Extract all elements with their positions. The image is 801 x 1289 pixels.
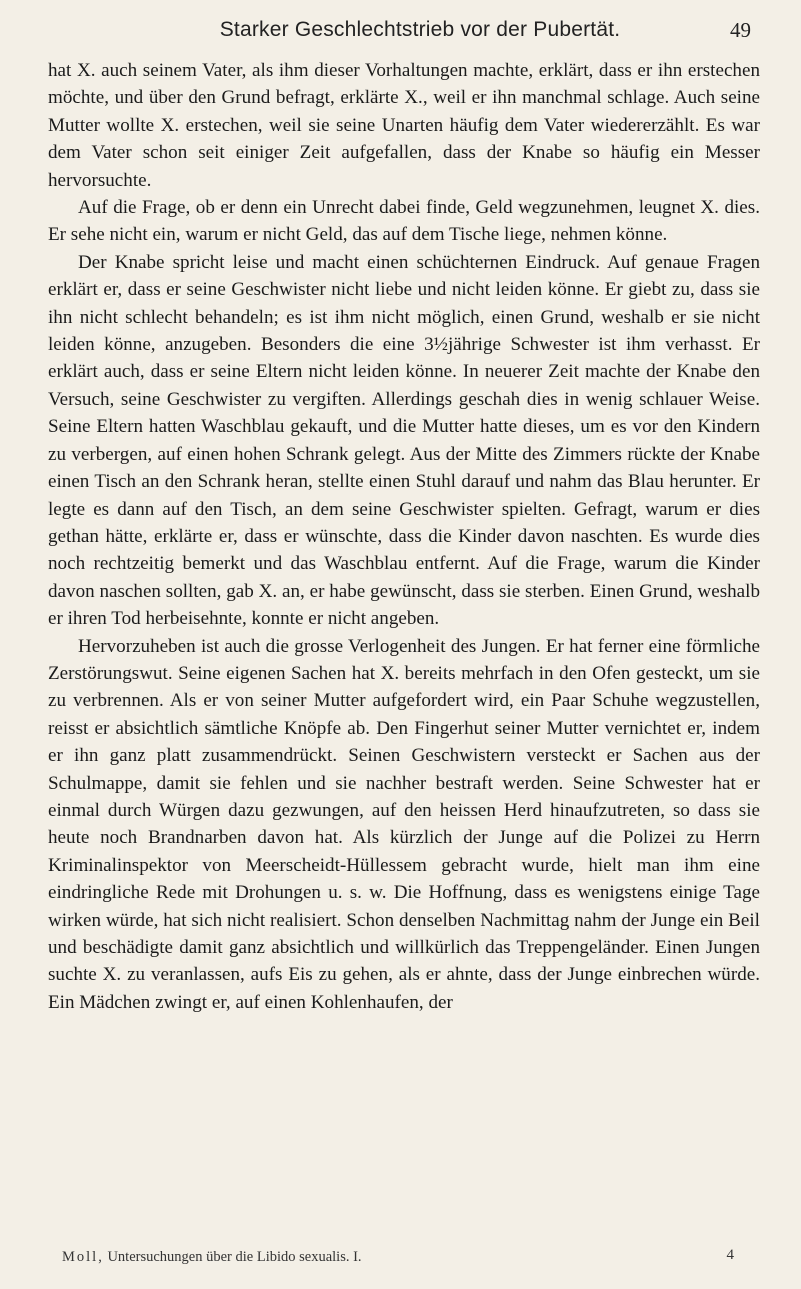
running-title: Starker Geschlechtstrieb vor der Pubertät. bbox=[219, 18, 621, 41]
page-number: 49 bbox=[730, 18, 751, 42]
paragraph: Der Knabe spricht leise und macht einen schüchternen Eindruck. Auf genaue Fragen erklärt er, dass er seine Geschwister nicht liebe und nicht leiden könne. Er giebt zu, dass sie ihn nicht schlecht behandeln; es ist ihm nicht möglich, einen Grund, weshalb er sie nicht leiden könne, anzugeben. Besonders die eine 3½jährige Schwester ist ihm verhasst. Er erklärt auch, dass er seine Eltern nicht leiden könne. In neuerer Zeit machte der Knabe den Versuch, seine Geschwister zu vergiften. Allerdings geschah dies in wenig schlauer Weise. Seine Eltern hatten Waschblau gekauft, und die Mutter hatte dieses, um es vor den Kindern zu verbergen, auf einen hohen Schrank gelegt. Aus der Mitte des Zimmers rückte der Knabe einen Tisch an den Schrank heran, stellte einen Stuhl darauf und nahm das Blau herunter. Er legte es dann auf den Tisch, an dem seine Geschwister spielten. Gefragt, warum er dies gethan hätte, erklärte er, dass er wünschte, dass die Kinder davon naschten. Es wurde dies noch rechtzeitig bemerkt und das Waschblau entfernt. Auf die Frage, warum die Kinder davon naschen sollten, gab X. an, er habe gewünscht, dass sie sterben. Einen Grund, weshalb er ihren Tod herbeisehnte, konnte er nicht angeben. bbox=[48, 251, 760, 630]
body-text bbox=[48, 57, 760, 1016]
footer-author: Moll, bbox=[62, 1249, 104, 1265]
signature-mark: 4 bbox=[726, 1247, 734, 1263]
paragraph: Auf die Frage, ob er denn ein Unrecht dabei finde, Geld wegzunehmen, leugnet X. dies. Er sehe nicht ein, warum er nicht Geld, das auf dem Tische liege, nehmen könne. bbox=[48, 197, 760, 246]
footer-title: Untersuchungen über die Libido sexualis. I. bbox=[107, 1249, 362, 1265]
footer-line bbox=[62, 1249, 752, 1266]
paragraph: Hervorzuheben ist auch die grosse Verlogenheit des Jungen. Er hat ferner eine förmliche Zerstörungswut. Seine eigenen Sachen hat X. bereits mehrfach in den Ofen gesteckt, um sie zu verbrennen. Als er von seiner Mutter aufgefordert wird, ein Paar Schuhe wegzustellen, reisst er absichtlich sämtliche Knöpfe ab. Den Fingerhut seiner Mutter vernichtet er, indem er ihn ganz platt zusammendrückt. Seinen Geschwistern versteckt er Sachen aus der Schulmappe, damit sie fehlen und sie nachher bestraft werden. Seine Schwester hat er einmal durch Würgen dazu gezwungen, auf den heissen Herd hinaufzutreten, so dass sie heute noch Brandnarben davon hat. Als kürzlich der Junge auf die Polizei zu Herrn Kriminalinspektor von Meerscheidt-Hüllessem gebracht wurde, hielt man ihm eine eindringliche Rede mit Drohungen u. s. w. Die Hoffnung, dass es wenigstens einige Tage wirken würde, hat sich nicht realisiert. Schon denselben Nachmittag nahm der Junge ein Beil und beschädigte damit ganz absichtlich und willkürlich das Treppengeländer. Einen Jungen suchte X. zu veranlassen, aufs Eis zu gehen, als er ahnte, dass der Junge einbrechen würde. Ein Mädchen zwingt er, auf einen Kohlenhaufen, der bbox=[48, 635, 760, 1013]
paragraph: hat X. auch seinem Vater, als ihm dieser Vorhaltungen machte, erklärt, dass er ihn erstechen möchte, und über den Grund befragt, erklärte X., weil er ihn manchmal schlage. Auch seine Mutter wollte X. erstechen, weil sie seine Unarten häufig dem Vater wiedererzählt. Es war dem Vater schon seit einiger Zeit aufgefallen, dass der Knabe so häufig ein Messer hervorsuchte. bbox=[48, 60, 760, 191]
